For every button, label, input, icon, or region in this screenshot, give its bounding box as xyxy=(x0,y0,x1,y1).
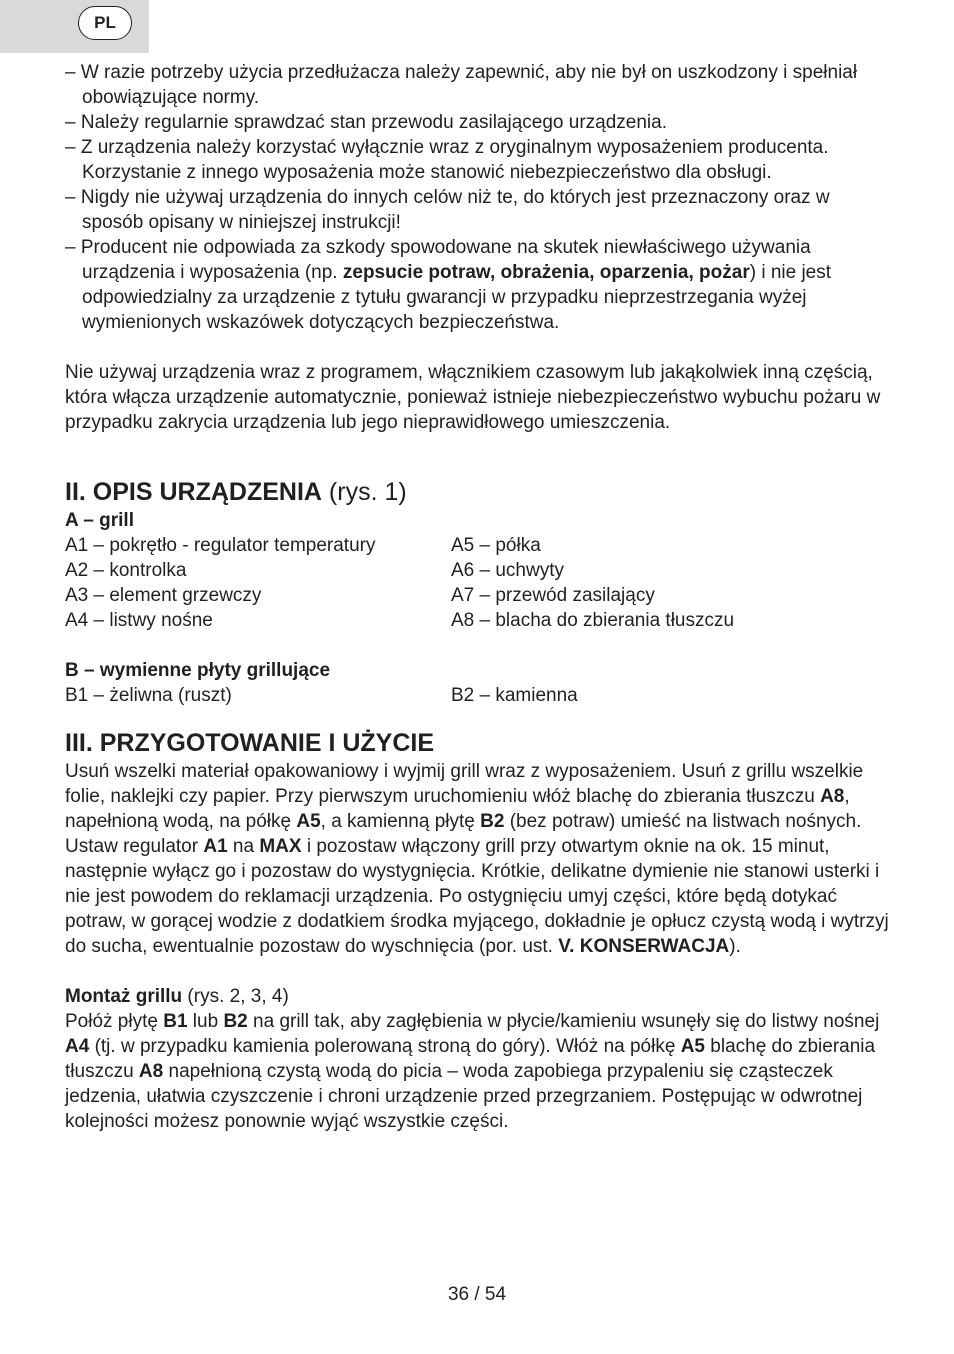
part-label: A7 – przewód zasilający xyxy=(451,585,655,606)
part-reference: A4 xyxy=(65,1036,90,1057)
page-content xyxy=(65,60,895,1134)
part-reference: B2 xyxy=(480,811,505,832)
part-label: A2 – kontrolka xyxy=(65,560,187,581)
warning-item: – Należy regularnie sprawdzać stan przewodu zasilającego urządzenia. xyxy=(65,112,667,133)
parts-row xyxy=(65,683,895,708)
part-reference: A5 xyxy=(680,1036,705,1057)
section-2-heading: II. OPIS URZĄDZENIA (rys. 1) xyxy=(65,478,407,506)
page-number: 36 / 54 xyxy=(447,1284,507,1305)
assembly-paragraph: Połóż płytę B1 lub B2 na grill tak, aby zagłębienia w płycie/kamieniu wsunęły się do listwy nośnej A4 (tj. w przypadku kamienia polerowaną stroną do góry). Włóż na półkę A5 blachę do zbierania tłuszczu A8 napełnioną czystą wodą do picia – woda zapobiega przypaleniu się cząsteczek jedzenia, ułatwia czyszczenie i chroni urządzenie przed przegrzaniem. Postępując w odwrotnej kolejności możesz ponownie wyjąć wszystkie części. xyxy=(65,1011,880,1132)
part-reference: MAX xyxy=(259,836,302,857)
intro-paragraph: Usuń wszelki materiał opakowaniowy i wyjmij grill wraz z wyposażeniem. Usuń z grillu wszelkie folie, naklejki czy papier. Przy pierwszym uruchomieniu włóż blachę do zbierania tłuszczu A8, napełnioną wodą, na półkę A5, a kamienną płytę B2 (bez potraw) umieść na listwach nośnych. Ustaw regulator A1 na MAX i pozostaw włączony grill przy otwartym oknie na ok. 15 minut, następnie wyłącz go i pozostaw do wystygnięcia. Krótkie, delikatne dymienie nie stanowi usterki i nie jest powodem do reklamacji urządzenia. Po ostygnięciu umyj części, które będą dotykać potraw, w gorącej wodzie z dodatkiem środka myjącego, dokładnie je opłucz czystą wodą i wytrzyj do sucha, ewentualnie pozostaw do wyschnięcia (por. ust. V. KONSERWACJA). xyxy=(65,761,889,957)
part-reference: B1 xyxy=(163,1011,188,1032)
part-reference: A5 xyxy=(296,811,321,832)
group-a-parts xyxy=(65,533,895,633)
timer-warning: Nie używaj urządzenia wraz z programem, włącznikiem czasowym lub jakąkolwiek inną częścią, która włącza urządzenie automatycznie, ponieważ istnieje niebezpieczeństwo wybuchu pożaru w przypadku zakrycia urządzenia lub jego nieprawidłowego umieszczenia. xyxy=(65,362,881,433)
warning-list xyxy=(65,60,895,335)
part-reference: V. KONSERWACJA xyxy=(558,936,730,957)
part-label: A3 – element grzewczy xyxy=(65,585,262,606)
part-reference: B2 xyxy=(223,1011,248,1032)
part-reference: A1 xyxy=(203,836,228,857)
section-3-heading: III. PRZYGOTOWANIE I UŻYCIE xyxy=(65,729,435,757)
part-label: A1 – pokrętło - regulator temperatury xyxy=(65,535,376,556)
part-label: A6 – uchwyty xyxy=(451,560,564,581)
warning-item: – Z urządzenia należy korzystać wyłącznie wraz z oryginalnym wyposażeniem producenta. Korzystanie z innego wyposażenia może stanowić niebezpieczeństwo dla obsługi. xyxy=(65,137,829,183)
assembly-heading: Montaż grillu (rys. 2, 3, 4) xyxy=(65,986,289,1007)
part-label: B2 – kamienna xyxy=(451,685,578,706)
parts-row xyxy=(65,583,895,608)
part-label: A4 – listwy nośne xyxy=(65,610,213,631)
language-tab xyxy=(0,0,149,53)
parts-row xyxy=(65,558,895,583)
part-label: B1 – żeliwna (ruszt) xyxy=(65,685,232,706)
part-label: A5 – półka xyxy=(451,535,541,556)
warning-item: – Producent nie odpowiada za szkody spowodowane na skutek niewłaściwego używania urządzenia i wyposażenia (np. zepsucie potraw, obrażenia, oparzenia, pożar) i nie jest odpowiedzialny za urządzenie z tytułu gwarancji w przypadku nieprzestrzegania wyżej wymienionych wskazówek dotyczących bezpieczeństwa. xyxy=(65,237,832,333)
part-label: A8 – blacha do zbierania tłuszczu xyxy=(451,610,735,631)
group-a-title: A – grill xyxy=(65,510,134,531)
part-reference: A8 xyxy=(138,1061,164,1082)
warning-item: – Nigdy nie używaj urządzenia do innych celów niż te, do których jest przeznaczony oraz w sposób opisany w niniejszej instrukcji! xyxy=(65,187,830,233)
warning-item: – W razie potrzeby użycia przedłużacza należy zapewnić, aby nie był on uszkodzony i spełniał obowiązujące normy. xyxy=(65,62,858,108)
parts-row xyxy=(65,533,895,558)
part-reference: A8 xyxy=(820,786,845,807)
language-badge: PL xyxy=(78,6,132,40)
group-b-title: B – wymienne płyty grillujące xyxy=(65,660,331,681)
parts-row xyxy=(65,608,895,633)
